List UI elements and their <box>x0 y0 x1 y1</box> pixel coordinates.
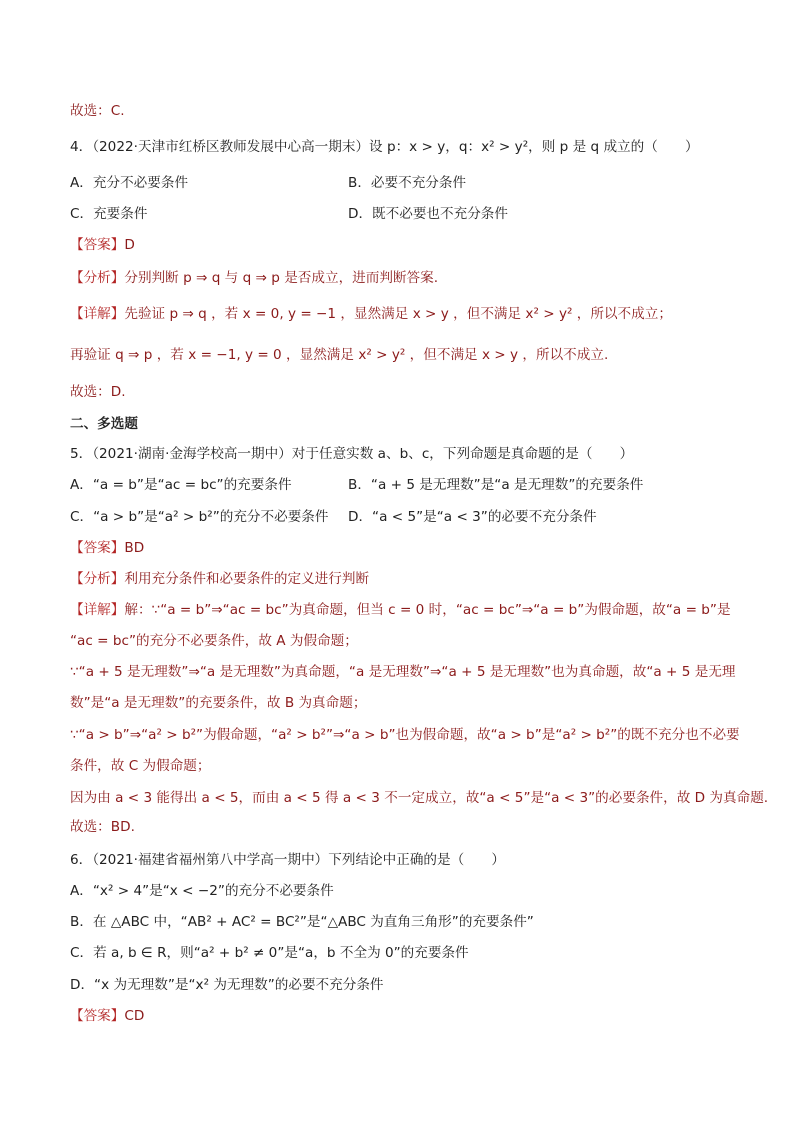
q5-detail-4: 数”是“a 是无理数”的充要条件，故 B 为真命题； <box>70 695 367 711</box>
q6-option-b: B．在 △ABC 中，“AB² + AC² = BC²”是“△ABC 为直角三角形”的充要条件” <box>70 914 534 930</box>
analysis-text: 分别判断 p ⇒ q 与 q ⇒ p 是否成立，进而判断答案. <box>124 270 439 286</box>
question-4-stem: 4．（2022·天津市红桥区教师发展中心高一期末）设 p：x > y，q：x² > y²，则 p 是 q 成立的（ ） <box>70 139 699 155</box>
q6-answer <box>70 1006 144 1026</box>
answer-tag: 【答案】 <box>70 1008 125 1024</box>
q5-detail-2: “ac = bc”的充分不必要条件，故 A 为假命题； <box>70 633 358 649</box>
q5-detail-6: 条件，故 C 为假命题； <box>70 758 211 774</box>
q5-option-a: A．“a = b”是“ac = bc”的充要条件 <box>70 477 292 493</box>
q5-answer <box>70 538 144 558</box>
analysis-tag: 【分析】 <box>70 571 125 587</box>
q4-conclusion: 故选：D. <box>70 384 126 400</box>
q4-analysis <box>70 268 438 288</box>
analysis-tag: 【分析】 <box>70 270 125 286</box>
q6-option-c: C．若 a, b ∈ R，则“a² + b² ≠ 0”是“a，b 不全为 0”的充要条件 <box>70 945 469 961</box>
answer-tag: 【答案】 <box>70 237 125 253</box>
conclusion-c: 故选：C. <box>70 103 125 119</box>
q4-answer <box>70 235 135 255</box>
q6-option-a: A．“x² > 4”是“x < −2”的充分不必要条件 <box>70 883 334 899</box>
question-5-stem: 5．（2021·湖南·金海学校高一期中）对于任意实数 a、b、c，下列命题是真命题的是（ ） <box>70 446 634 462</box>
q4-detail-2: 再验证 q ⇒ p ，若 x = −1, y = 0 ，显然满足 x² > y² ，但不满足 x > y ，所以不成立. <box>70 347 609 363</box>
question-6-stem: 6．（2021·福建省福州第八中学高一期中）下列结论中正确的是（ ） <box>70 852 505 868</box>
q5-conclusion: 故选：BD. <box>70 819 135 835</box>
q4-option-c: C．充要条件 <box>70 206 148 222</box>
q6-option-d: D．“x 为无理数”是“x² 为无理数”的必要不充分条件 <box>70 977 384 993</box>
q5-analysis <box>70 569 369 589</box>
q5-option-c: C．“a > b”是“a² > b²”的充分不必要条件 <box>70 509 329 525</box>
q4-detail-1 <box>70 304 672 324</box>
q5-option-b: B．“a + 5 是无理数”是“a 是无理数”的充要条件 <box>348 477 644 493</box>
answer-value: CD <box>124 1008 145 1024</box>
detail-tag: 【详解】 <box>70 602 125 618</box>
q5-detail-7: 因为由 a < 3 能得出 a < 5，而由 a < 5 得 a < 3 不一定成立，故“a < 5”是“a < 3”的必要条件，故 D 为真命题. <box>70 790 769 806</box>
detail-tag: 【详解】 <box>70 306 125 322</box>
answer-tag: 【答案】 <box>70 540 125 556</box>
answer-value: BD <box>124 540 145 556</box>
answer-value: D <box>124 237 135 253</box>
q4-option-a: A．充分不必要条件 <box>70 175 189 191</box>
section-heading-multi-choice: 二、多选题 <box>70 416 138 432</box>
q5-detail-1 <box>70 600 731 620</box>
detail-text: 先验证 p ⇒ q ，若 x = 0, y = −1 ，显然满足 x > y ，但不满足 x² > y² ，所以不成立； <box>124 306 672 322</box>
q5-detail-5: ∵“a > b”⇒“a² > b²”为假命题，“a² > b²”⇒“a > b”也为假命题，故“a > b”是“a² > b²”的既不充分也不必要 <box>70 727 740 743</box>
q4-option-d: D．既不必要也不充分条件 <box>348 206 508 222</box>
analysis-text: 利用充分条件和必要条件的定义进行判断 <box>124 571 370 587</box>
q4-option-b: B．必要不充分条件 <box>348 175 467 191</box>
detail-text: 解：∵“a = b”⇒“ac = bc”为真命题，但当 c = 0 时，“ac = bc”⇒“a = b”为假命题，故“a = b”是 <box>124 602 731 618</box>
q5-detail-3: ∵“a + 5 是无理数”⇒“a 是无理数”为真命题，“a 是无理数”⇒“a + 5 是无理数”也为真命题，故“a + 5 是无理 <box>70 664 736 680</box>
q5-option-d: D．“a < 5”是“a < 3”的必要不充分条件 <box>348 509 597 525</box>
